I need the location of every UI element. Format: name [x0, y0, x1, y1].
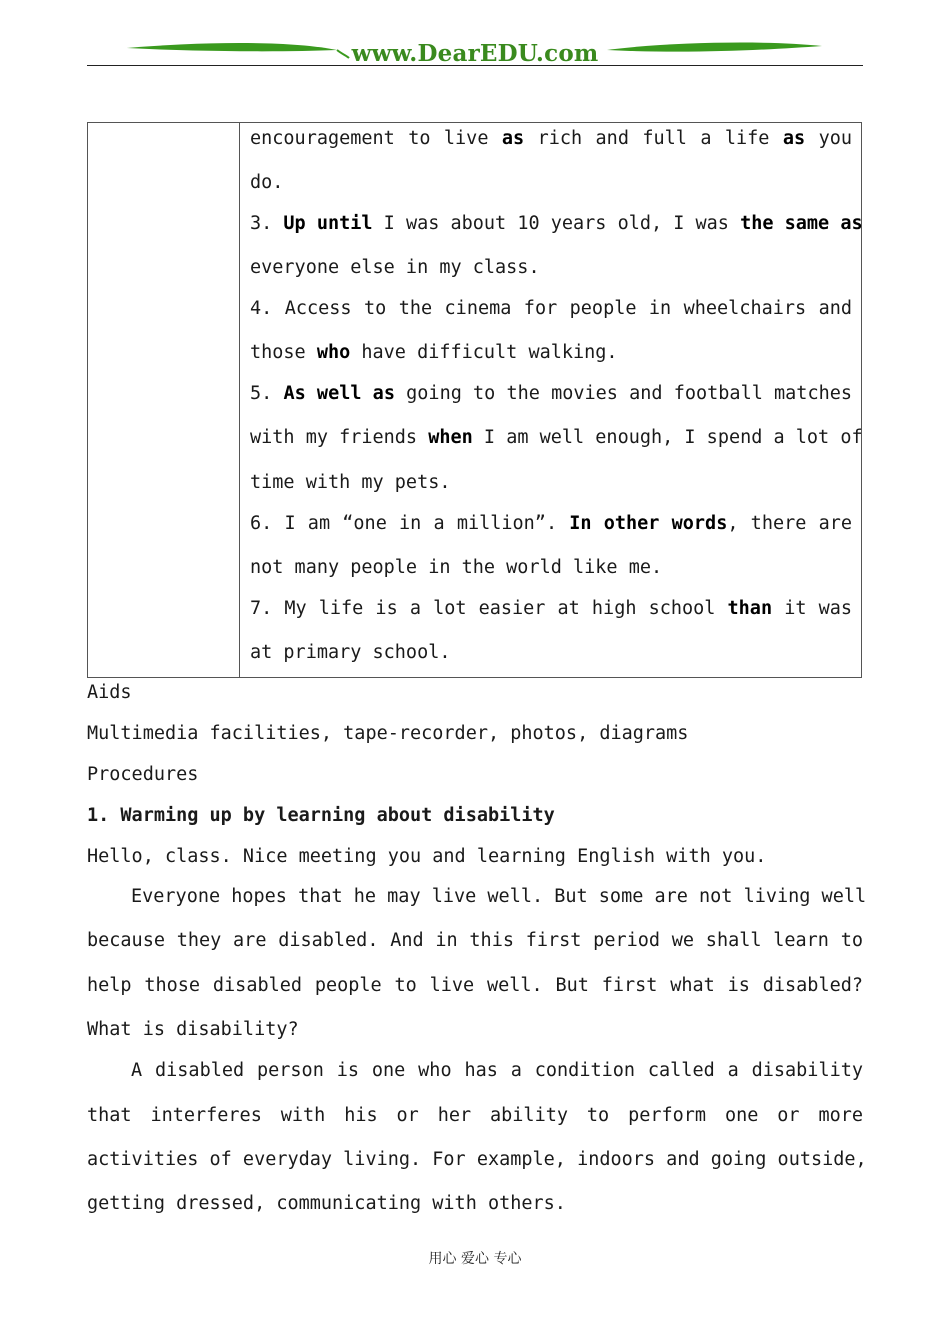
step1-heading: 1. Warming up by learning about disability	[87, 805, 555, 826]
aids-text: Multimedia facilities, tape-recorder, photos, diagrams	[87, 723, 689, 744]
line-text: encouragement to live	[250, 128, 502, 149]
table-line	[250, 298, 852, 320]
header-rule	[87, 65, 863, 66]
table-line	[250, 383, 852, 405]
line-text: it was	[772, 598, 853, 619]
highlighted-phrase: As well as	[283, 383, 395, 404]
highlighted-phrase: the same as	[740, 213, 863, 234]
line-text: not many people in the world like me.	[250, 557, 663, 578]
line-text: 6. I am “one in a million”.	[250, 513, 570, 534]
page-footer: 用心 爱心 专心	[428, 1251, 522, 1267]
line-text: you	[805, 128, 852, 149]
line-text: have difficult walking.	[350, 342, 618, 363]
content-table	[87, 122, 862, 678]
table-line	[250, 513, 852, 535]
highlighted-phrase: as	[501, 128, 525, 149]
table-line	[250, 213, 863, 235]
table-line	[250, 128, 852, 150]
line-text: 3.	[250, 213, 284, 234]
line-text: 7. My life is a lot easier at high school	[250, 598, 728, 619]
highlighted-phrase: when	[428, 427, 473, 448]
line-text: those	[250, 342, 317, 363]
line-text: at primary school.	[250, 642, 451, 663]
line-text: do.	[250, 172, 284, 193]
site-brand[interactable]: www.DearEDU.com	[351, 40, 599, 67]
line-text: 5.	[250, 383, 284, 404]
paragraph-2-line: that interferes with his or her ability to perform one or more	[87, 1105, 863, 1126]
greeting-text: Hello, class. Nice meeting you and learning English with you.	[87, 846, 767, 867]
procedures-heading: Procedures	[87, 764, 199, 785]
table-line	[250, 472, 852, 494]
line-text: I was about 10 years old, I was	[372, 213, 741, 234]
table-line	[250, 427, 863, 449]
table-line	[250, 257, 852, 279]
aids-heading: Aids	[87, 682, 132, 703]
paragraph-2-line: getting dressed, communicating with others.	[87, 1193, 566, 1214]
table-line	[250, 342, 852, 364]
paragraph-1-line: because they are disabled. And in this first period we shall learn to	[87, 930, 863, 951]
highlighted-phrase: Up until	[283, 213, 373, 234]
line-text: 4. Access to the cinema for people in wheelchairs and	[250, 298, 852, 319]
highlighted-phrase: than	[727, 598, 773, 619]
table-line	[250, 557, 852, 579]
table-line	[250, 642, 852, 664]
line-text: with my friends	[250, 427, 429, 448]
line-text: I am well enough, I spend a lot of	[472, 427, 863, 448]
highlighted-phrase: as	[782, 128, 806, 149]
paragraph-2-line: A disabled person is one who has a condition called a disability	[131, 1060, 863, 1081]
highlighted-phrase: who	[316, 342, 351, 363]
table-column-divider	[239, 123, 240, 677]
table-line	[250, 598, 852, 620]
line-text: rich and full a life	[524, 128, 783, 149]
highlighted-phrase: In other words	[569, 513, 728, 534]
line-text: everyone else in my class.	[250, 257, 540, 278]
line-text: going to the movies and football matches	[394, 383, 852, 404]
paragraph-2-line: activities of everyday living. For example, indoors and going outside,	[87, 1149, 867, 1170]
paragraph-1-line: Everyone hopes that he may live well. But some are not living well	[131, 886, 867, 907]
paragraph-1-line: help those disabled people to live well. But first what is disabled?	[87, 975, 863, 996]
table-line	[250, 172, 852, 194]
line-text: time with my pets.	[250, 472, 451, 493]
paragraph-1-line: What is disability?	[87, 1019, 299, 1040]
line-text: , there are	[727, 513, 852, 534]
